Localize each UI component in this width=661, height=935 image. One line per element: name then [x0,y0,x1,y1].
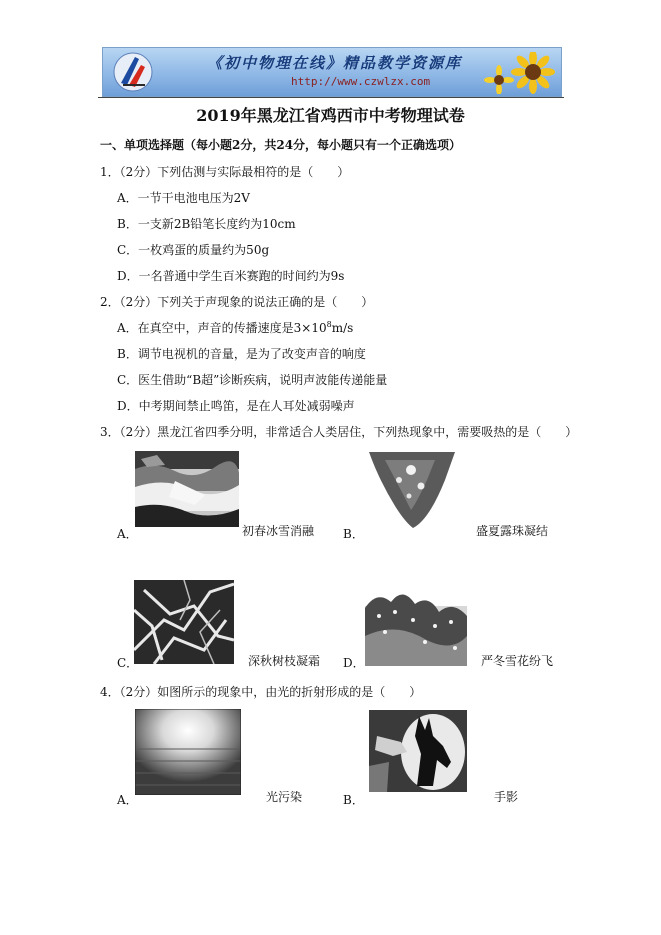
frosted-branches-photo [134,580,234,664]
q3-caption-d: 严冬雪花纷飞 [481,654,554,668]
question-3-stem: 3．（2分）黑龙江省四季分明，非常适合人类居住，下列热现象中，需要吸热的是（ ） [100,425,578,439]
q1-option-a: A．一节干电池电压为2V [117,191,250,205]
q2-option-a-unit: m/s [331,321,354,335]
logo-icon [111,51,155,93]
q3-label-c: C． [117,656,139,670]
question-2-stem: 2．（2分）下列关于声现象的说法正确的是（ ） [100,295,374,309]
question-1-stem: 1．（2分）下列估测与实际最相符的是（ ） [100,165,350,179]
q3-caption-a: 初春冰雪消融 [242,524,315,538]
snowy-trees-photo [365,586,467,666]
q4-label-b: B． [343,793,364,807]
q2-option-a-text: A．在真空中，声音的传播速度是3×10 [117,321,327,335]
q4-label-a: A． [117,793,138,807]
section-heading: 一、单项选择题（每小题2分，共24分，每小题只有一个正确选项） [100,138,462,152]
q2-option-a [117,319,353,336]
q3-caption-c: 深秋树枝凝霜 [248,654,321,668]
banner-title: 《初中物理在线》精品教学资源库 [207,54,463,72]
q3-label-a: A． [117,527,138,541]
light-pollution-photo [135,709,241,795]
q1-option-b: B．一支新2B铅笔长度约为10cm [117,217,296,231]
question-4-stem: 4．（2分）如图所示的现象中，由光的折射形成的是（ ） [100,685,422,699]
q1-option-d: D．一名普通中学生百米赛跑的时间约为9s [117,269,345,283]
q3-label-b: B． [343,527,364,541]
q2-option-d: D．中考期间禁止鸣笛，是在人耳处减弱噪声 [117,399,355,413]
banner-url: http://www.czwlzx.com [291,75,431,88]
sunflower-icon [481,52,557,94]
q4-caption-b: 手影 [494,790,519,804]
dew-drops-photo [365,450,459,530]
page-title: 2019年黑龙江省鸡西市中考物理试卷 [196,106,465,125]
melting-snow-photo [135,451,239,527]
hand-shadow-photo [367,706,469,796]
q2-option-b: B．调节电视机的音量，是为了改变声音的响度 [117,347,366,361]
q4-caption-a: 光污染 [266,790,303,804]
header-divider [98,97,564,98]
q2-option-c: C．医生借助“B超”诊断疾病，说明声波能传递能量 [117,373,388,387]
q3-label-d: D． [343,656,365,670]
q1-option-c: C．一枚鸡蛋的质量约为50g [117,243,270,257]
header-banner [102,47,562,97]
q2-option-a-exponent: 8 [326,320,332,329]
q3-caption-b: 盛夏露珠凝结 [476,524,549,538]
